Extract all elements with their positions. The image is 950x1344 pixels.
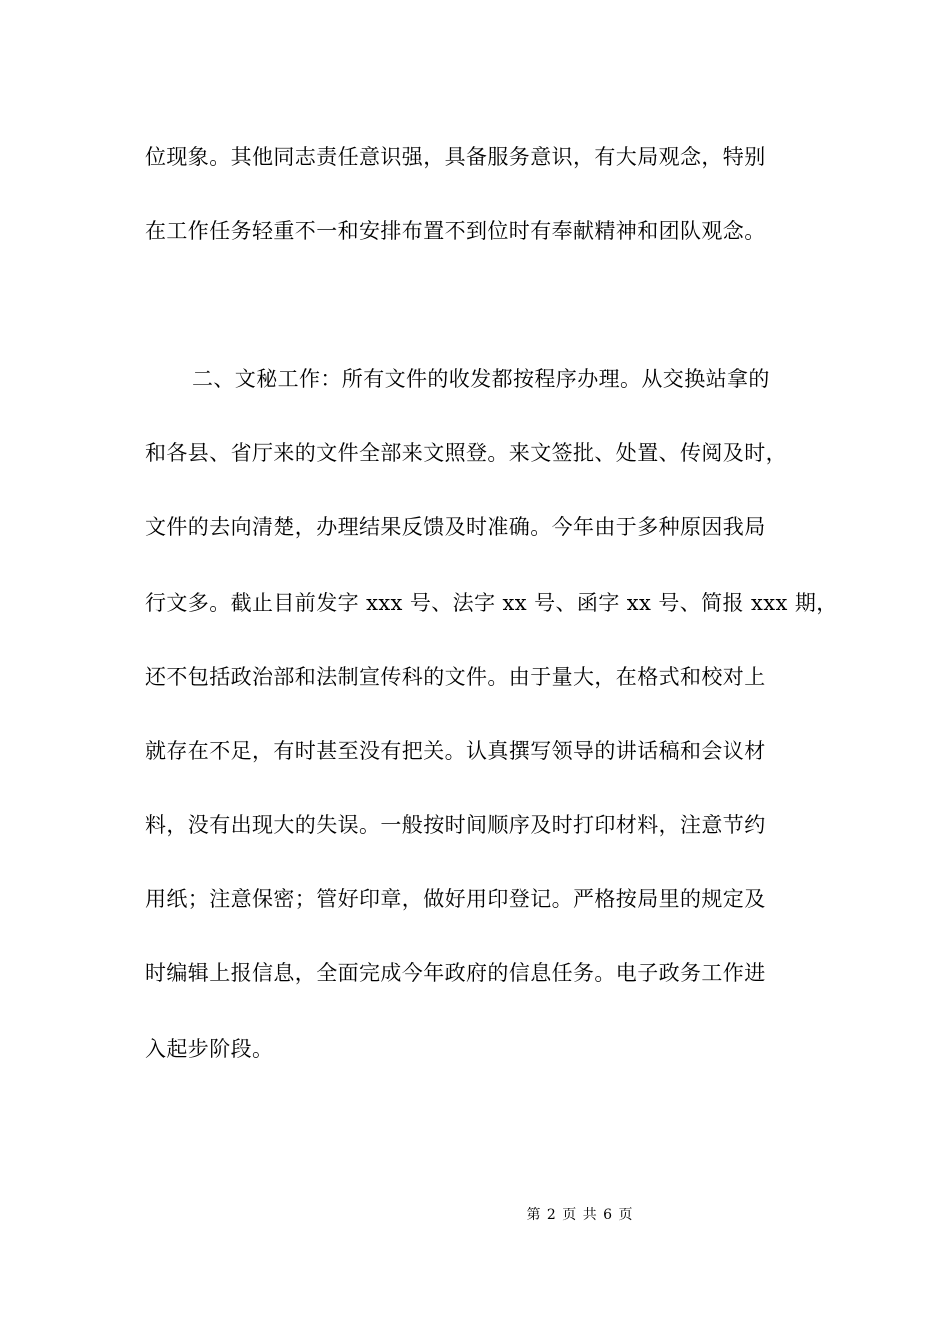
page-number-footer: 第 2 页 共 6 页 <box>526 1207 634 1223</box>
text-line: 位现象。其他同志责任意识强，具备服务意识，有大局观念，特别 <box>145 145 766 169</box>
text-line: 行文多。截止目前发字 xxx 号、法字 xx 号、函字 xx 号、简报 xxx 期， <box>145 591 838 615</box>
text-line: 二、文秘工作：所有文件的收发都按程序办理。从交换站拿的 <box>192 367 770 391</box>
text-line: 和各县、省厅来的文件全部来文照登。来文签批、处置、传阅及时， <box>145 441 787 465</box>
text-line: 还不包括政治部和法制宣传科的文件。由于量大，在格式和校对上 <box>145 665 766 689</box>
text-line: 文件的去向清楚，办理结果反馈及时准确。今年由于多种原因我局 <box>145 515 766 539</box>
text-line: 用纸；注意保密；管好印章，做好用印登记。严格按局里的规定及 <box>145 887 766 911</box>
text-line: 料，没有出现大的失误。一般按时间顺序及时打印材料，注意节约 <box>145 813 766 837</box>
text-line: 入起步阶段。 <box>145 1037 274 1061</box>
text-line: 时编辑上报信息，全面完成今年政府的信息任务。电子政务工作进 <box>145 961 766 985</box>
text-line: 在工作任务轻重不一和安排布置不到位时有奉献精神和团队观念。 <box>145 219 766 243</box>
text-line: 就存在不足，有时甚至没有把关。认真撰写领导的讲话稿和会议材 <box>145 739 766 763</box>
